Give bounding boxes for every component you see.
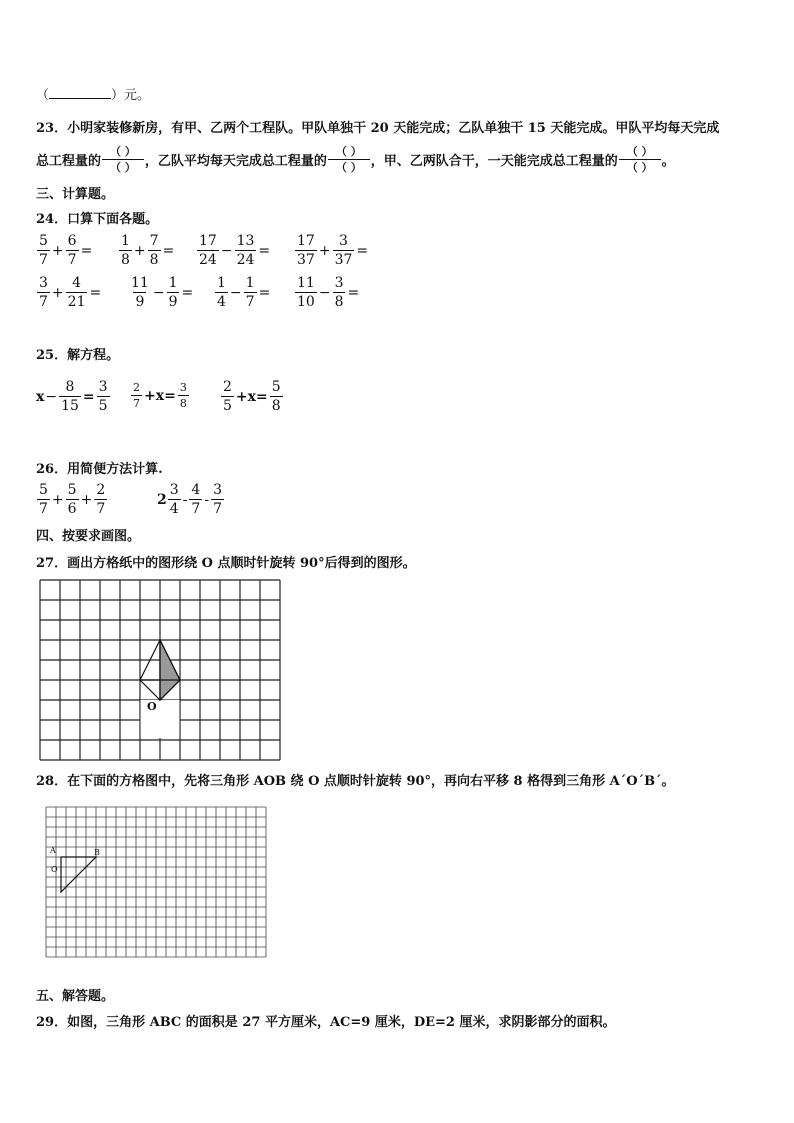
section-heading: 三、计算题。 xyxy=(36,187,115,202)
rotation-grid-q27[interactable] xyxy=(40,580,280,760)
oral-calc-item: $\frac{17}{24}$ − $\frac{13}{24}$ = xyxy=(199,233,271,268)
oral-calc-item: $\frac{3}{7}$ + $\frac{4}{21}$ = xyxy=(39,275,102,310)
question-title: 25．解方程。 xyxy=(36,348,120,363)
equation-2: $\frac{2}{7}$ +x= $\frac{3}{8}$ xyxy=(133,381,187,410)
question-title: 29．如图，三角形 ABC 的面积是 27 平方厘米，AC=9 厘米，DE=2 厘米，求阴影部分的面积。 xyxy=(36,1015,616,1030)
oral-calc-item: $\frac{1}{8}$ + $\frac{7}{8}$ = xyxy=(121,233,175,268)
oral-calc-item: $\frac{5}{7}$ + $\frac{6}{7}$ = xyxy=(39,233,93,268)
point-label-o: O xyxy=(51,865,58,874)
question-title: 24．口算下面各题。 xyxy=(36,212,159,227)
point-label-b: B xyxy=(94,848,100,857)
simplify-expr-2: 2 $\frac{3}{4}$ - $\frac{4}{7}$ - $\frac{3}{7}$ xyxy=(157,482,222,517)
section-heading: 五、解答题。 xyxy=(36,989,115,1004)
equation-3: $\frac{2}{5}$ +x= $\frac{5}{8}$ xyxy=(223,379,281,414)
question-title: 27．画出方格纸中的图形绕 O 点顺时针旋转 90°后得到的图形。 xyxy=(36,556,416,571)
section-heading: 四、按要求画图。 xyxy=(36,529,141,544)
question-title: 28．在下面的方格图中，先将三角形 AOB 绕 O 点顺时针旋转 90°，再向右平移 8 格得到三角形 A´O´B´。 xyxy=(36,774,675,789)
transform-grid-q28[interactable] xyxy=(46,807,268,962)
answer-fraction-blank[interactable]: $\frac{( )}{( )}$ xyxy=(328,146,370,173)
shaded-triangle xyxy=(160,640,180,700)
simplify-expr-1: $\frac{5}{7}$ + $\frac{5}{6}$ + $\frac{2}{7}$ xyxy=(39,482,106,517)
q22-answer-line: （ ）元。 xyxy=(36,88,151,103)
q23-text-line2: 总工程量的 $\frac{( )}{( )}$ ，乙队平均每天完成总工程量的 $\frac{( )}{( )}$ ，甲、乙两队合干，一天能完成总工程量的 $\frac{( )}{( )}$ 。 xyxy=(36,145,675,174)
point-label-o: O xyxy=(147,700,157,713)
oral-calc-item: $\frac{11}{9}$ − $\frac{1}{9}$ = xyxy=(131,275,194,310)
equation-1: x − $\frac{8}{15}$ = $\frac{3}{5}$ xyxy=(36,379,108,414)
answer-fraction-blank[interactable]: $\frac{( )}{( )}$ xyxy=(102,146,144,173)
question-title: 26．用简便方法计算. xyxy=(36,462,163,477)
point-label-a: A xyxy=(50,846,56,855)
q23-text-line1: 23．小明家装修新房，有甲、乙两个工程队。甲队单独干 20 天能完成；乙队单独干 15 天能完成。甲队平均每天完成 xyxy=(36,121,720,136)
answer-blank[interactable] xyxy=(49,98,111,99)
oral-calc-item: $\frac{1}{4}$ − $\frac{1}{7}$ = xyxy=(217,275,271,310)
blank-region xyxy=(140,700,180,738)
oral-calc-item: $\frac{17}{37}$ + $\frac{3}{37}$ = xyxy=(297,233,369,268)
oral-calc-item: $\frac{11}{10}$ − $\frac{3}{8}$ = xyxy=(297,275,360,310)
answer-fraction-blank[interactable]: $\frac{( )}{( )}$ xyxy=(619,146,661,173)
